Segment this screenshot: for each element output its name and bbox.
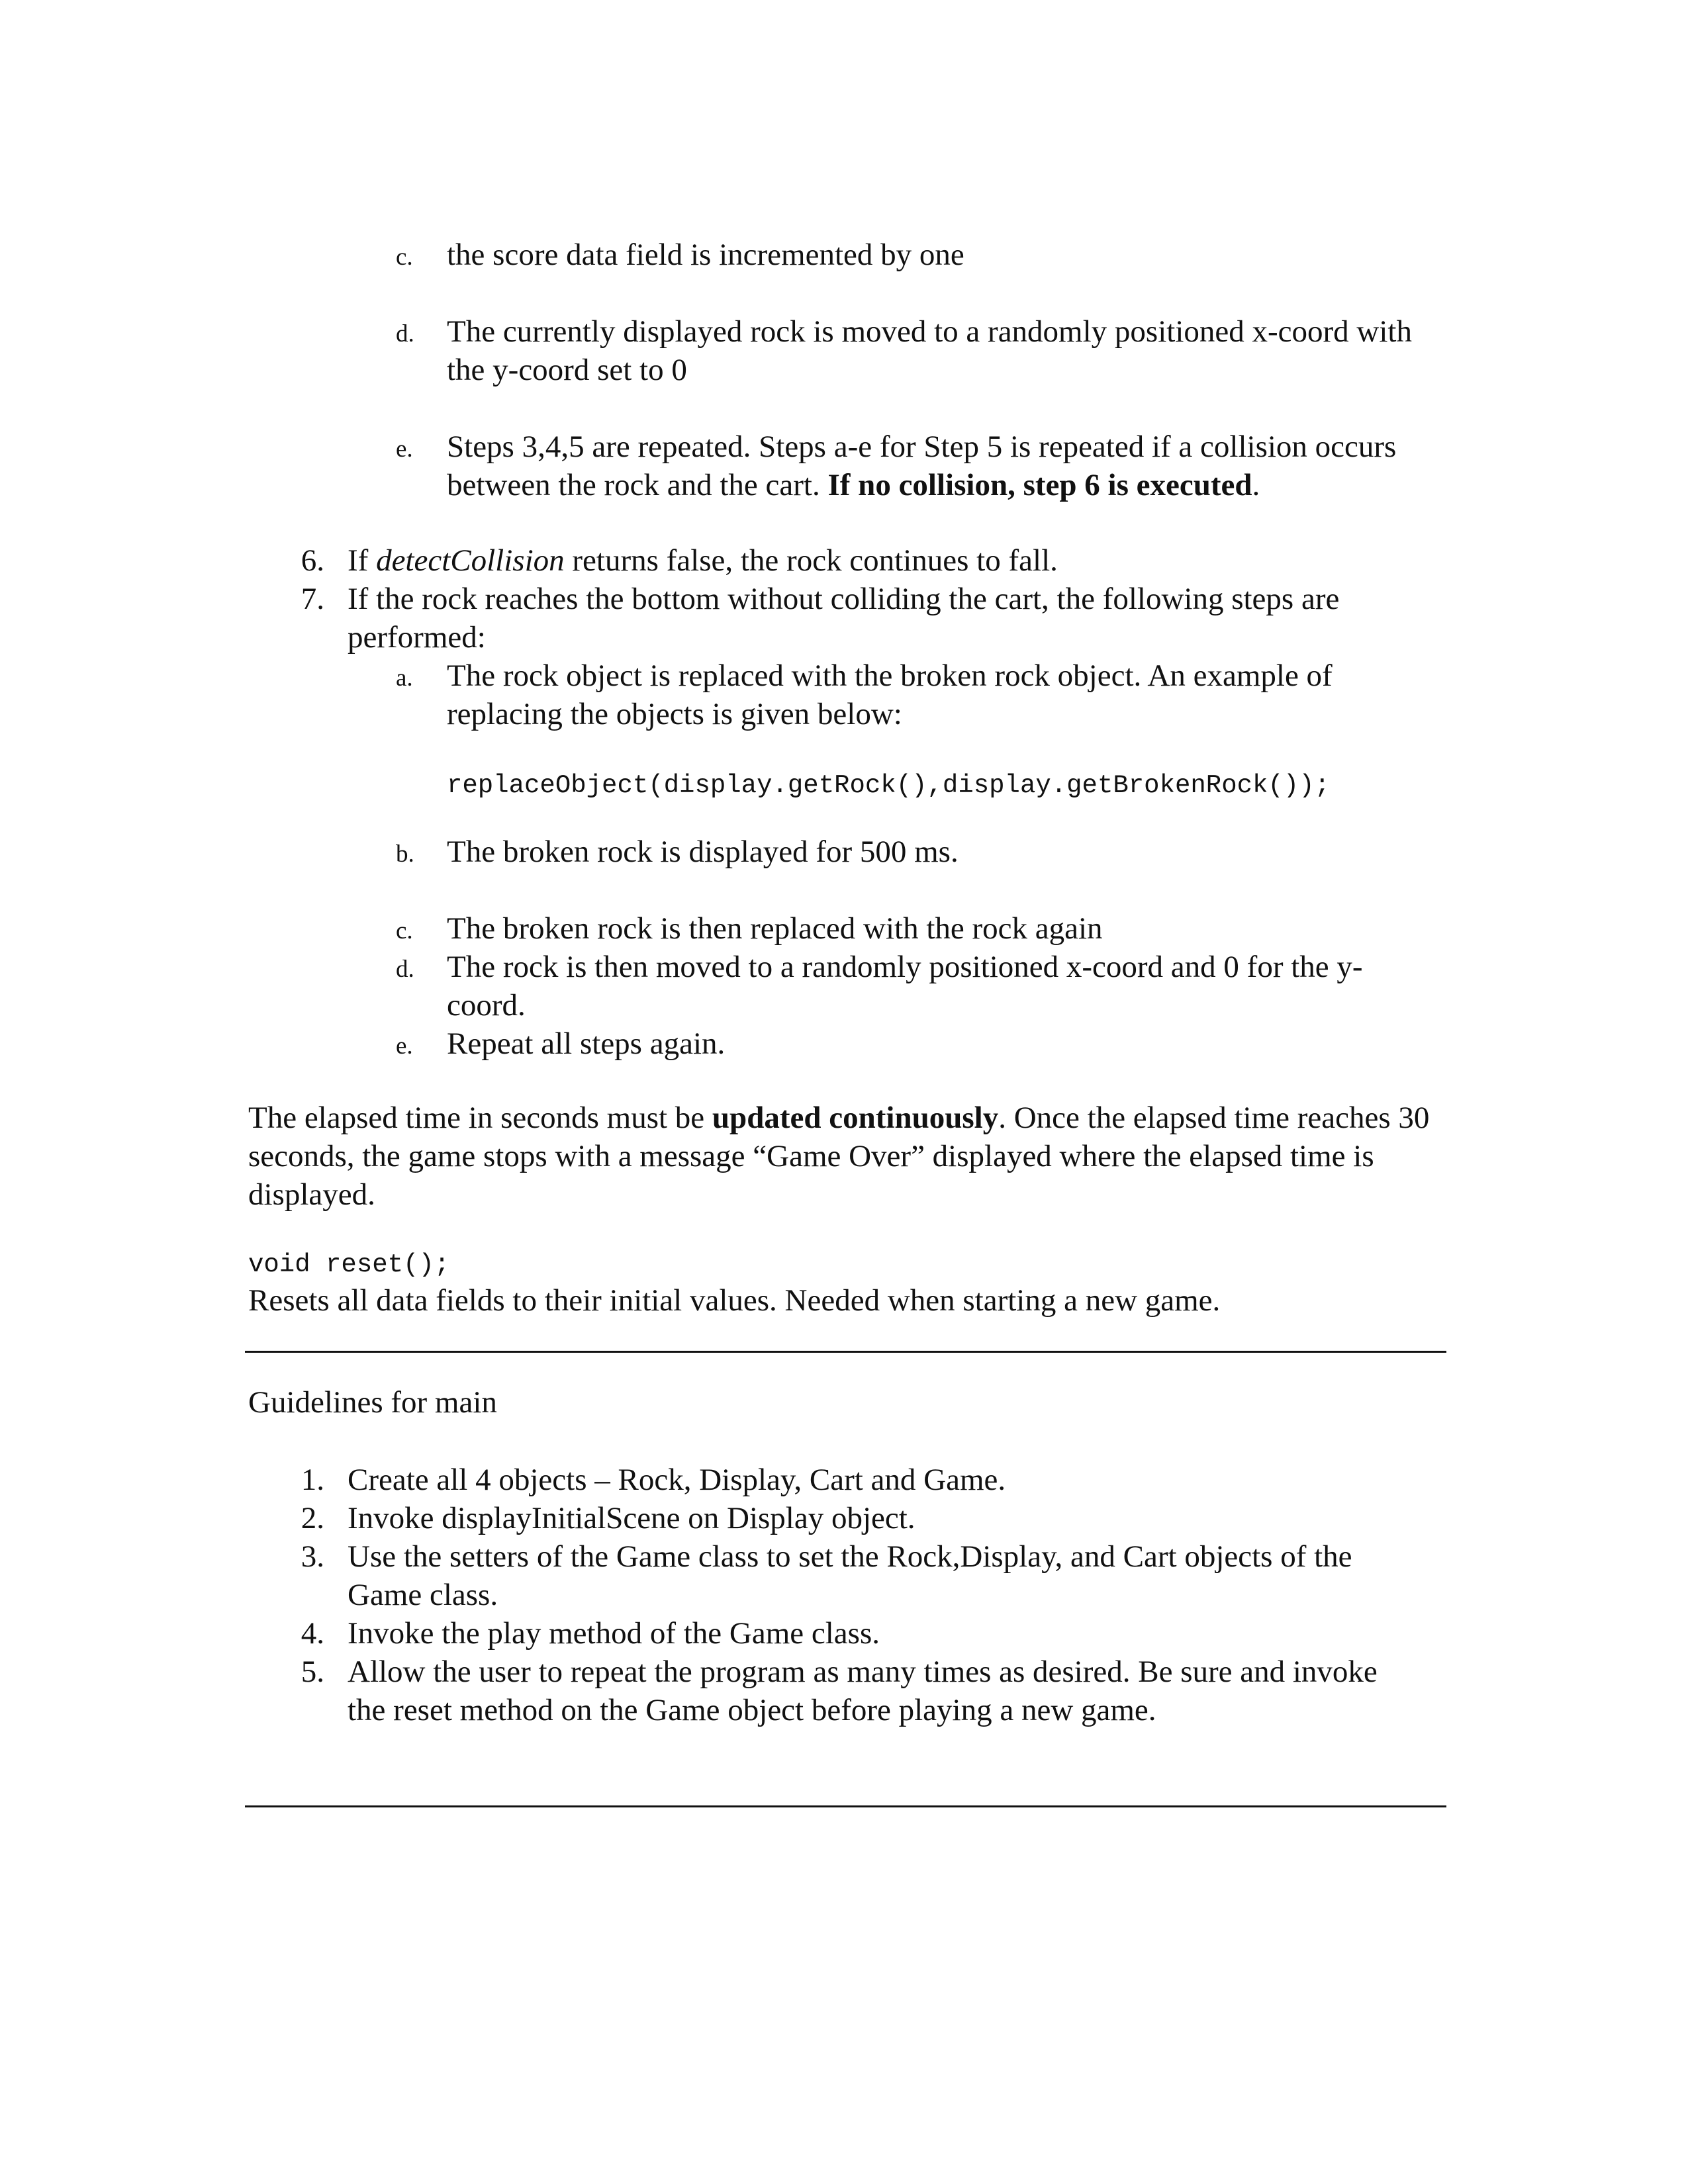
reset-description: Resets all data fields to their initial values. Needed when starting a new game. [248,1283,1221,1318]
list-item-text: Repeat all steps again. [447,1026,726,1061]
code-example: replaceObject(display.getRock(),display.getBrokenRock()); [447,771,1331,800]
guideline-number: 2. [301,1501,324,1535]
list-label: a. [396,664,413,692]
guideline-number: 5. [301,1655,324,1689]
list-item-text: The rock is then moved to a randomly positioned x-coord and 0 for the y-coord. [447,950,1363,1023]
list-label: e. [396,1032,413,1060]
guidelines-title: Guidelines for main [248,1385,497,1420]
guideline-text: Invoke displayInitialScene on Display object. [348,1501,915,1535]
list-label: d. [396,320,414,347]
elapsed-time-paragraph: The elapsed time in seconds must be updated continuously. Once the elapsed time reaches 30 seconds, the game stops with a message “Game Over” displayed where the elapsed time is displayed. [248,1101,1430,1212]
list-label: c. [396,244,413,271]
guideline-text: Allow the user to repeat the program as many times as desired. Be sure and invoke the reset method on the Game object before playing a new game. [348,1655,1378,1727]
list-item-text: The broken rock is then replaced with the rock again [447,911,1103,946]
list-item-text: The rock object is replaced with the broken rock object. An example of replacing the objects is given below: [447,659,1333,731]
list-item-text: Steps 3,4,5 are repeated. Steps a-e for Step 5 is repeated if a collision occurs between the rock and the cart. If no collision, step 6 is executed. [447,430,1397,502]
list-label: b. [396,841,414,868]
step-text: If the rock reaches the bottom without colliding the cart, the following steps are performed: [348,582,1340,655]
guideline-number: 4. [301,1616,324,1651]
guideline-number: 1. [301,1463,324,1497]
step-number: 7. [301,582,324,616]
divider [245,1351,1446,1353]
guideline-text: Invoke the play method of the Game class. [348,1616,880,1651]
list-label: d. [396,956,414,983]
list-item-text: The currently displayed rock is moved to a randomly positioned x-coord with the y-coord set to 0 [447,314,1412,387]
list-label: c. [396,917,413,944]
list-item-text: the score data field is incremented by one [447,238,964,272]
step-text: If detectCollision returns false, the rock continues to fall. [348,543,1058,578]
list-item-text: The broken rock is displayed for 500 ms. [447,835,959,869]
guideline-text: Create all 4 objects – Rock, Display, Cart and Game. [348,1463,1006,1497]
step-number: 6. [301,543,324,578]
reset-signature: void reset(); [248,1250,450,1279]
guideline-number: 3. [301,1539,324,1574]
list-label: e. [396,435,413,463]
divider [245,1805,1446,1807]
guideline-text: Use the setters of the Game class to set the Rock,Display, and Cart objects of the Game class. [348,1539,1352,1612]
